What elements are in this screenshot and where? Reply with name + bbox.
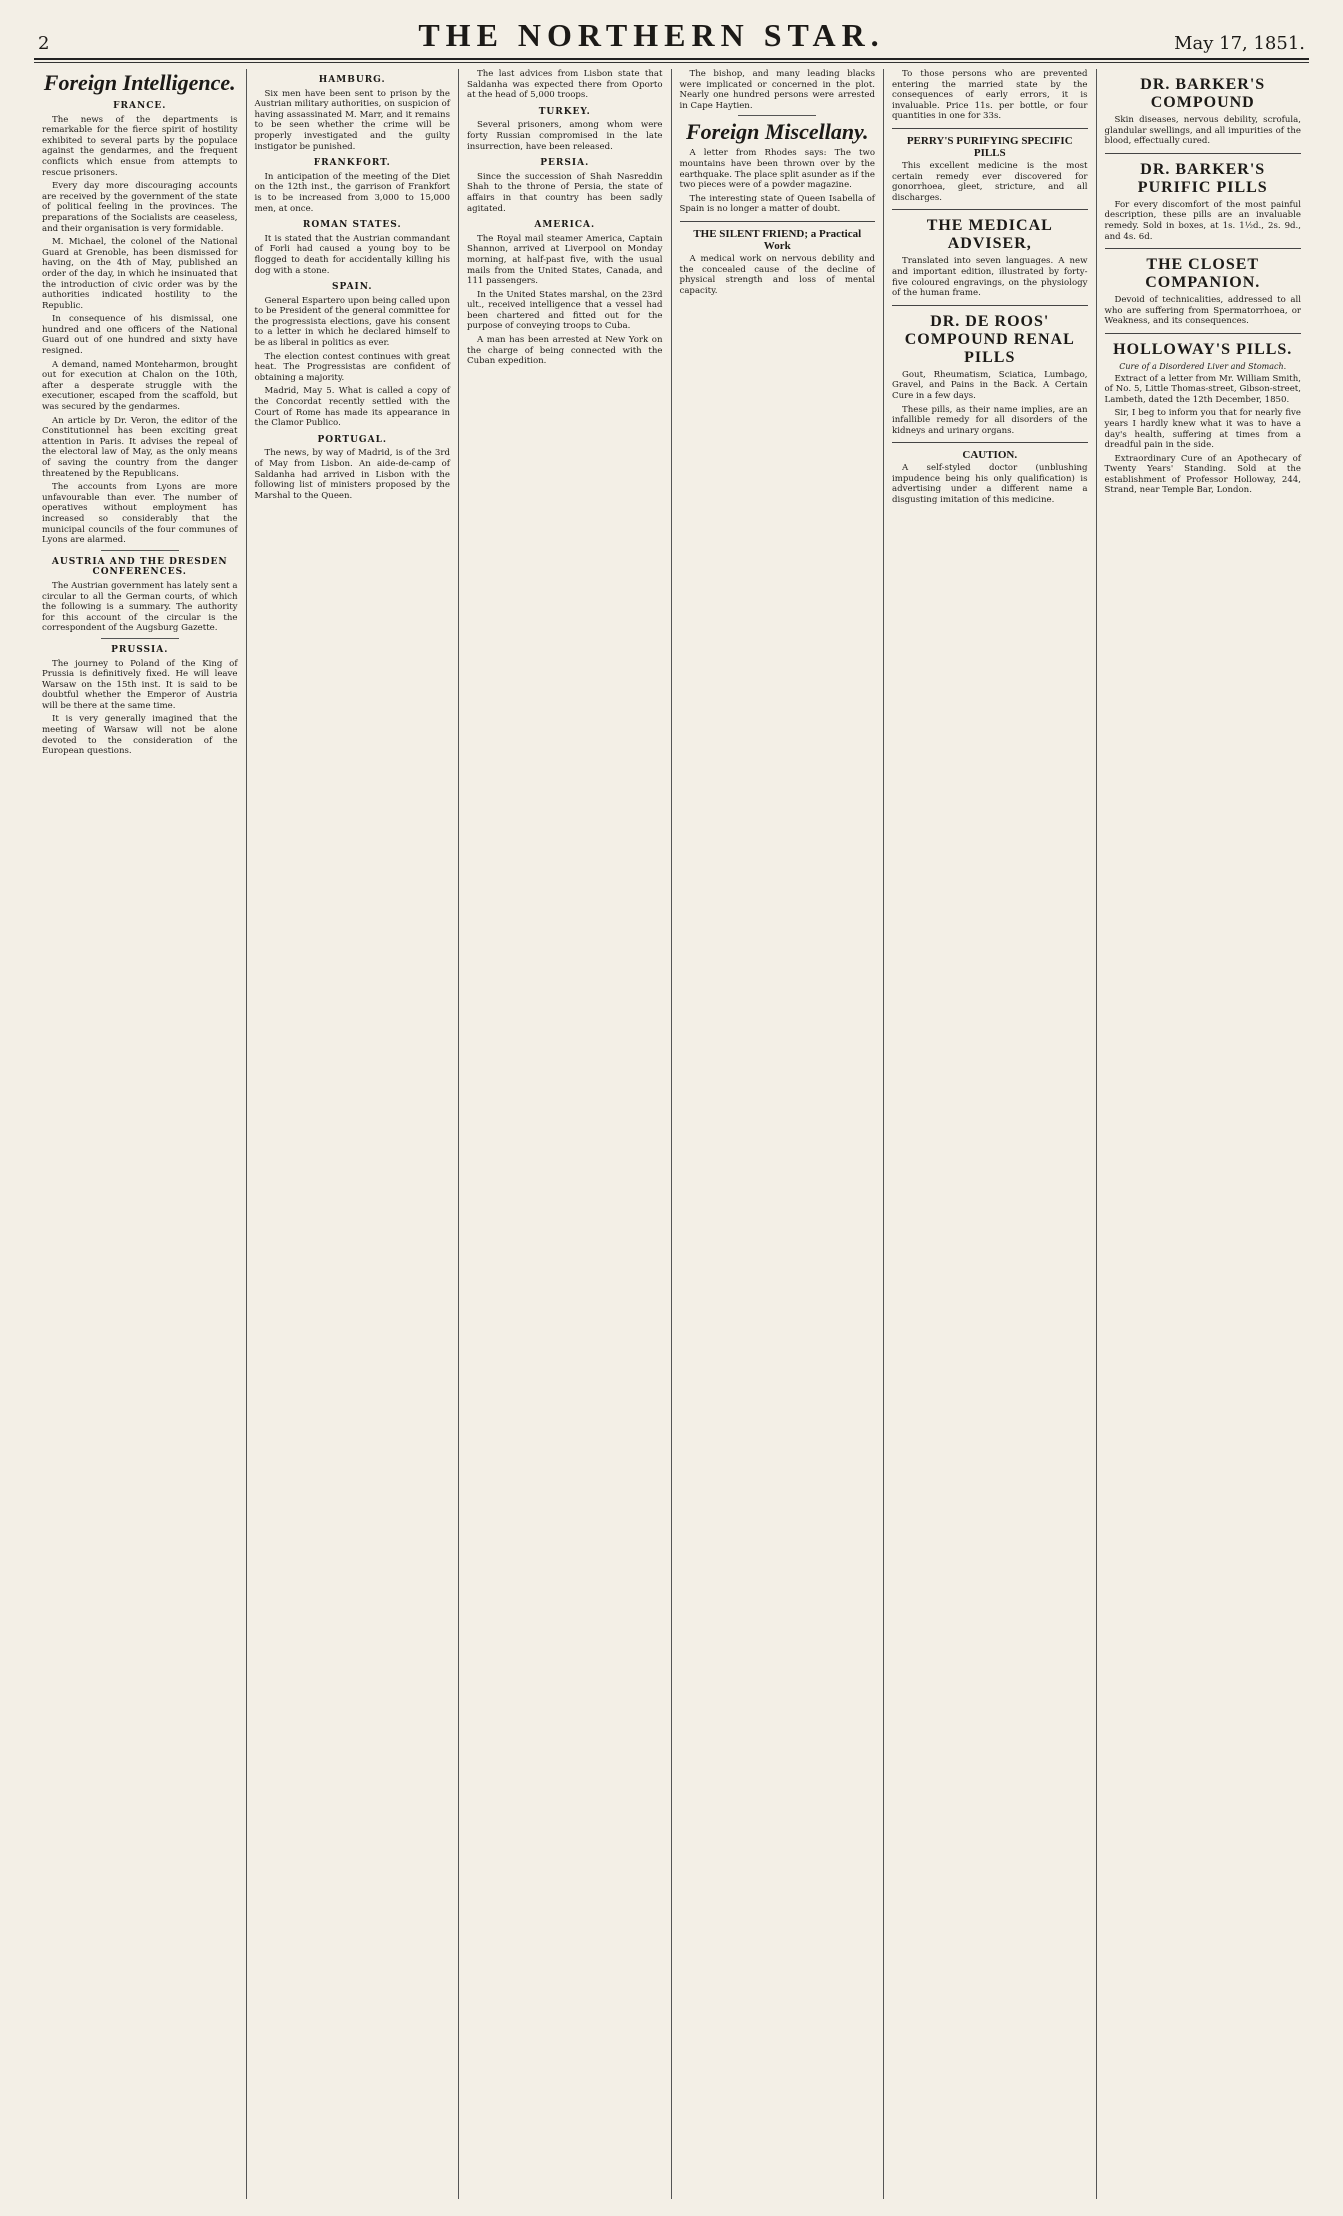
advertisement-roos	[892, 305, 1088, 437]
article-paragraph: In consequence of his dismissal, one hundred and one officers of the National Guard out of one hundred and sixty have resigned.	[42, 314, 238, 357]
column-1	[34, 69, 247, 2199]
divider	[738, 115, 816, 116]
article-paragraph: The journey to Poland of the King of Prussia is definitively fixed. He will leave Warsaw on the 15th inst. It is said to be doubtful whether the Emperor of Austria will be there at the same time.	[42, 658, 238, 711]
article-paragraph: Several prisoners, among whom were forty Russian compromised in the late insurrection, have been released.	[467, 120, 663, 152]
subheading-persia: PERSIA.	[540, 158, 590, 169]
column-4	[672, 69, 885, 2199]
article-paragraph: A man has been arrested at New York on the charge of being connected with the Cuban expedition.	[467, 335, 663, 367]
ad-text: For every discomfort of the most painful description, these pills are an invaluable remedy. Sold in boxes, at 1s. 1½d., 2s. 9d., and 4s. 6d.	[1104, 199, 1301, 242]
advertisement-medical-adviser	[892, 209, 1088, 298]
advertisement-barker-compound	[1105, 69, 1302, 147]
ad-title: THE MEDICAL ADVISER,	[926, 217, 1053, 253]
article-paragraph: Since the succession of Shah Nasreddin Shah to the throne of Persia, the state of affairs in that country has been sadly agitated.	[467, 171, 663, 214]
newspaper-title: THE NORTHERN STAR.	[418, 17, 885, 53]
ad-subtitle: Cure of a Disordered Liver and Stomach.	[1119, 361, 1287, 371]
ad-text: This excellent medicine is the most certain remedy ever discovered for gonorrhoea, gleet, stricture, and all discharges.	[892, 160, 1088, 203]
ad-text: To those persons who are prevented entering the married state by the consequences of early errors, it is invaluable. Price 11s. per bottle, or four quantities in one for 33s.	[892, 69, 1088, 122]
column-6	[1097, 69, 1310, 2199]
article-paragraph: Six men have been sent to prison by the Austrian military authorities, on suspicion of having assassinated M. Marr, and it remains to be seen whether the crime will be properly investigated and the guilty instigator be punished.	[254, 88, 450, 152]
article-paragraph: An article by Dr. Veron, the editor of the Constitutionnel has been exciting great attention in Paris. It advises the repeal of the electoral law of May, as the only means of saving the country from the danger threatened by the Republicans.	[42, 415, 238, 479]
article-paragraph: The accounts from Lyons are more unfavourable than ever. The number of operatives without employment has increased so considerably that the municipal councils of the four communes of Lyons are alarmed.	[42, 482, 238, 546]
article-paragraph: The bishop, and many leading blacks were implicated or concerned in the plot. Nearly one hundred persons were arrested in Cape Haytien.	[679, 69, 875, 111]
ad-text: Extraordinary Cure of an Apothecary of Twenty Years' Standing. Sold at the establishment of Professor Holloway, 244, Strand, near Temple Bar, London.	[1104, 453, 1301, 496]
article-paragraph: Every day more discouraging accounts are received by the government of the state of political feeling in the provinces. The preparations of the Socialists are ceaseless, and their organisation is very formidable.	[42, 181, 238, 234]
subheading-portugal: PORTUGAL.	[317, 434, 388, 445]
ad-text: A medical work on nervous debility and the concealed cause of the decline of physical strength and loss of mental capacity.	[679, 253, 875, 296]
page-number: 2	[38, 33, 50, 54]
article-paragraph: The news of the departments is remarkable for the fierce spirit of hostility exhibited to several parts by the populace against the gendarmes, and the frequent conflicts which ensue from attempts to rescue prisoners.	[42, 114, 238, 178]
ad-text: Translated into seven languages. A new and important edition, illustrated by forty-five coloured engravings, on the physiology of the human frame.	[892, 256, 1088, 299]
subheading-spain: SPAIN.	[331, 282, 373, 293]
subheading-frankfort: FRANKFORT.	[313, 158, 391, 169]
article-paragraph: It is stated that the Austrian commandant of Forli had caused a young boy to be flogged to death for accidentally killing his dog with a stone.	[254, 233, 450, 276]
ad-text: Skin diseases, nervous debility, scrofula, glandular swellings, and all impurities of the blood, effectually cured.	[1104, 115, 1301, 147]
subheading-france: FRANCE.	[113, 101, 167, 111]
columns	[34, 69, 1309, 2199]
advertisement-holloway	[1105, 333, 1302, 496]
article-paragraph: The Royal mail steamer America, Captain Shannon, arrived at Liverpool on Monday morning, at half-past five, with the usual mails from the United States, Canada, and 111 passengers.	[467, 233, 663, 287]
article-paragraph: The interesting state of Queen Isabella of Spain is no longer a matter of doubt.	[679, 193, 875, 215]
ad-text: A self-styled doctor (unblushing impudence being his only qualification) is advertising under a different name a disgusting imitation of this medicine.	[892, 463, 1088, 506]
ad-text: Sir, I beg to inform you that for nearly five years I hardly knew what it was to have a day's health, suffering at times from a dreadful pain in the side.	[1104, 408, 1301, 451]
advertisement-caution	[892, 442, 1088, 505]
ad-text: Gout, Rheumatism, Sciatica, Lumbago, Gravel, and Pains in the Back. A Certain Cure in a few days.	[892, 369, 1088, 401]
ad-text: These pills, as their name implies, are an infallible remedy for all disorders of the kidneys and urinary organs.	[892, 404, 1088, 436]
article-paragraph: M. Michael, the colonel of the National Guard at Grenoble, has been dismissed for having, on the 4th of May, published an order of the day, in which he insinuated that the introduction of civic order was by the authorities indicated hostility to the Republic.	[42, 237, 238, 311]
article-paragraph: General Espartero upon being called upon to be President of the general committee for the progressista elections, gave his consent to a letter in which he declared himself to be as liberal in politics as ever.	[254, 295, 450, 349]
advertisement-barker-purific	[1105, 153, 1302, 242]
subheading-america: AMERICA.	[534, 220, 596, 231]
ad-title: THE SILENT FRIEND; a Practical Work	[693, 227, 862, 252]
masthead	[34, 14, 1309, 60]
ad-text: Devoid of technicalities, addressed to all who are suffering from Spermatorrhoea, or Weakness, and its consequences.	[1104, 295, 1301, 327]
column-2	[247, 69, 460, 2199]
article-paragraph: In the United States marshal, on the 23rd ult., received intelligence that a vessel had been chartered and fitted out for the purpose of conveying troops to Cuba.	[467, 289, 663, 332]
subheading-roman-states: ROMAN STATES.	[302, 220, 402, 231]
divider	[101, 550, 179, 551]
masthead-rule	[34, 62, 1309, 63]
article-paragraph: Madrid, May 5. What is called a copy of the Concordat recently settled with the Court of Rome has made its appearance in the Clamor Publico.	[254, 386, 450, 429]
section-heading-foreign: Foreign Intelligence.	[43, 70, 236, 95]
article-paragraph: The Austrian government has lately sent a circular to all the German courts, of which the following is a summary. The authority for this account of the circular is the correspondent of the Augsburg Gazette.	[42, 580, 238, 634]
subheading-prussia: PRUSSIA.	[111, 644, 169, 655]
ad-title: DR. DE ROOS' COMPOUND RENAL PILLS	[904, 312, 1075, 366]
article-paragraph: A letter from Rhodes says: The two mountains have been thrown over by the earthquake. The place split asunder as if the two pieces were of a powder magazine.	[679, 148, 875, 191]
article-paragraph: A demand, named Monteharmon, brought out for execution at Chalon on the 10th, after a desperate struggle with the executioner, escaped from the scaffold, but was secured by the gendarmes.	[42, 359, 238, 413]
ad-title: PERRY'S PURIFYING SPECIFIC PILLS	[906, 134, 1073, 159]
ad-title: DR. BARKER'S COMPOUND	[1140, 76, 1266, 111]
ad-title: DR. BARKER'S PURIFIC PILLS	[1137, 160, 1268, 196]
article-paragraph: It is very generally imagined that the meeting of Warsaw will not be alone devoted to the consideration of the European questions.	[42, 714, 238, 757]
ad-text: Extract of a letter from Mr. William Smith, of No. 5, Little Thomas-street, Gibson-street, Lambeth, dated the 12th December, 1850.	[1104, 373, 1301, 405]
issue-date: May 17, 1851.	[1174, 33, 1305, 54]
divider	[101, 638, 179, 639]
ad-title: CAUTION.	[962, 449, 1018, 462]
advertisement-perry	[892, 128, 1088, 203]
section-heading-miscellany: Foreign Miscellany.	[685, 119, 869, 145]
ad-title: THE CLOSET COMPANION.	[1145, 256, 1261, 292]
column-5	[884, 69, 1097, 2199]
advertisement-silent-friend	[680, 221, 876, 296]
subheading-hamburg: HAMBURG.	[318, 75, 386, 85]
ad-title: HOLLOWAY'S PILLS.	[1113, 340, 1293, 358]
article-paragraph: The last advices from Lisbon state that Saldanha was expected there from Oporto at the head of 5,000 troops.	[467, 69, 663, 101]
subheading-austria: AUSTRIA AND THE DRESDEN CONFERENCES.	[51, 556, 228, 578]
subheading-turkey: TURKEY.	[538, 106, 591, 117]
article-paragraph: In anticipation of the meeting of the Diet on the 12th inst., the garrison of Frankfort is to be increased from 3,000 to 15,000 men, at once.	[254, 171, 450, 214]
article-paragraph: The news, by way of Madrid, is of the 3rd of May from Lisbon. An aide-de-camp of Saldanha had arrived in Lisbon with the following list of ministers proposed by the Marshal to the Queen.	[254, 448, 450, 501]
advertisement-closet-companion	[1105, 248, 1302, 327]
column-3	[459, 69, 672, 2199]
article-paragraph: The election contest continues with great heat. The Progressistas are confident of obtaining a majority.	[254, 351, 450, 383]
